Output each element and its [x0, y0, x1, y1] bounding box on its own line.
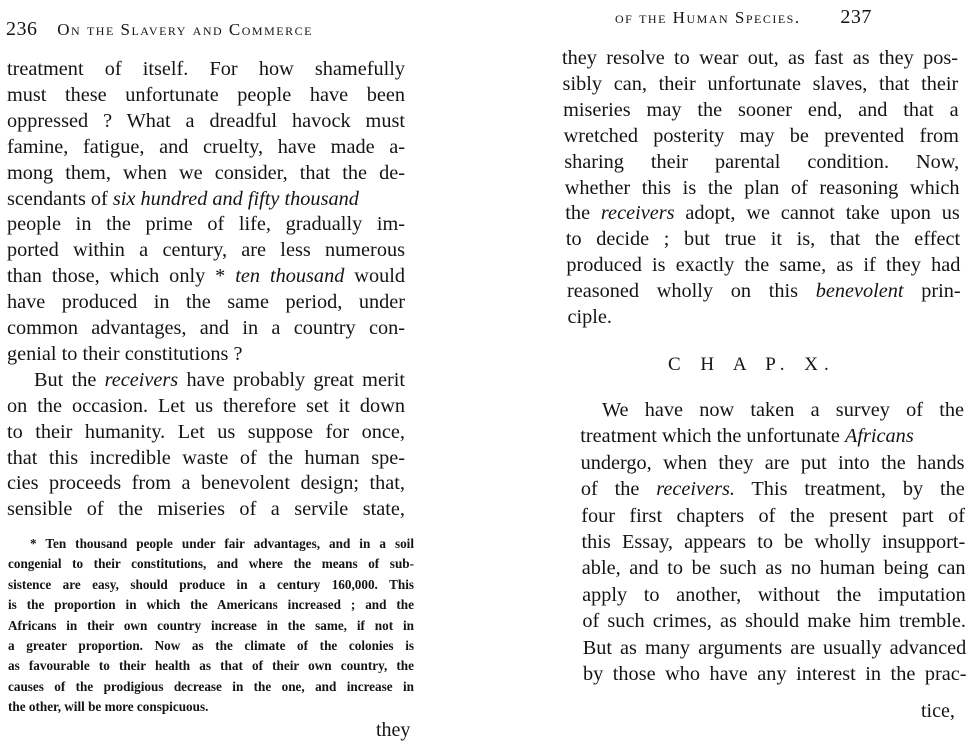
right-text-line: they resolve to wear out, as fast as they pos-: [562, 47, 958, 69]
left-text-line: on the occasion. Let us therefore set it down: [7, 394, 405, 417]
footnote-line: Africans in their own country increase in the same, if not in: [8, 617, 414, 633]
chapter-text-line: of such crimes, as should make him tremble.: [582, 610, 966, 633]
chapter-heading: C H A P. X.: [668, 354, 835, 375]
right-text-line: miseries may the sooner end, and that a: [563, 98, 959, 121]
left-text-line: oppressed ? What a dreadful havock must: [7, 109, 405, 132]
left-text-line: genial to their constitutions ?: [7, 342, 243, 365]
left-text-line: scendants of six hundred and fifty thousand: [7, 187, 359, 210]
chapter-text-line: four first chapters of the present part of: [581, 504, 965, 527]
chapter-text-line: by those who have any interest in the prac-: [583, 663, 967, 685]
left-running-title: On the Slavery and Commerce: [57, 20, 313, 39]
left-text-line: must these unfortunate people have been: [7, 83, 405, 106]
chapter-text-line: treatment which the unfortunate Africans: [580, 425, 914, 448]
left-page-number: 236: [6, 18, 38, 40]
right-catchword: tice,: [921, 700, 955, 722]
left-text-line: people in the prime of life, gradually im-: [7, 213, 405, 236]
right-text-line: to decide ; but true it is, that the effect: [565, 228, 961, 251]
right-text-line: the receivers adopt, we cannot take upon us: [565, 202, 960, 225]
right-page-number: 237: [840, 6, 872, 28]
chapter-text-line: We have now taken a survey of the: [602, 399, 964, 421]
right-running-head: [615, 6, 872, 29]
right-page: [490, 0, 980, 748]
chapter-text-line: of the receivers. This treatment, by the: [580, 478, 965, 501]
left-text-line: sensible of the miseries of a servile state,: [7, 498, 405, 521]
right-text-line: produced is exactly the same, as if they had: [566, 254, 961, 277]
left-catchword: they: [376, 719, 411, 741]
left-text-line: ported within a century, are less numerous: [7, 239, 405, 262]
left-text-line: have produced in the same period, under: [7, 291, 405, 314]
chapter-text-line: But as many arguments are usually advanced: [582, 636, 967, 659]
footnote-line: causes of the prodigious decrease in the one, and increase in: [8, 678, 414, 694]
right-text-line: wretched posterity may be prevented from: [563, 124, 959, 147]
right-text-line: sibly can, their unfortunate slaves, that their: [562, 72, 959, 95]
footnote-line: a greater proportion. Now as the climate of the colonies is: [8, 638, 414, 653]
right-text-line: reasoned wholly on this benevolent prin-: [566, 280, 961, 303]
right-running-title: of the Human Species.: [615, 8, 801, 27]
footnote-line: congenial to their constitutions, and where the means of sub-: [8, 556, 414, 572]
right-text-line: whether this is the plan of reasoning which: [564, 176, 960, 199]
left-text-line: treatment of itself. For how shamefully: [7, 58, 405, 80]
right-text-line: sharing their parental condition. Now,: [564, 150, 960, 173]
chapter-text-line: able, and to be such as no human being can: [581, 557, 966, 580]
left-running-head: [6, 18, 313, 41]
footnote-line: sistence are easy, should produce in a century 160,000. This: [8, 576, 414, 592]
chapter-text-line: apply to another, without the imputation: [582, 583, 966, 606]
left-text-line: mong them, when we consider, that the de-: [7, 161, 405, 184]
footnote-line: * Ten thousand people under fair advantages, and in a soil: [30, 536, 414, 551]
chapter-text-line: undergo, when they are put into the hands: [580, 451, 965, 474]
right-text-line: ciple.: [567, 306, 612, 328]
left-text-line: than those, which only * ten thousand would: [7, 265, 406, 288]
footnote-line: as favourable to their health as that of their own country, the: [8, 658, 414, 674]
chapter-text-line: this Essay, appears to be wholly insupport-: [581, 531, 966, 553]
left-text-line: that this incredible waste of the human spe-: [7, 446, 405, 469]
footnote-line: the other, will be more conspicuous.: [8, 699, 209, 715]
left-text-line: cies proceeds from a benevolent design; that,: [7, 472, 405, 495]
left-text-line: But the receivers have probably great merit: [34, 368, 405, 391]
footnote-line: is the proportion in which the Americans increased ; and the: [8, 597, 414, 613]
left-text-line: famine, fatigue, and cruelty, have made a-: [7, 135, 405, 158]
left-text-line: common advantages, and in a country con-: [7, 317, 405, 339]
left-text-line: to their humanity. Let us suppose for once,: [7, 420, 405, 443]
